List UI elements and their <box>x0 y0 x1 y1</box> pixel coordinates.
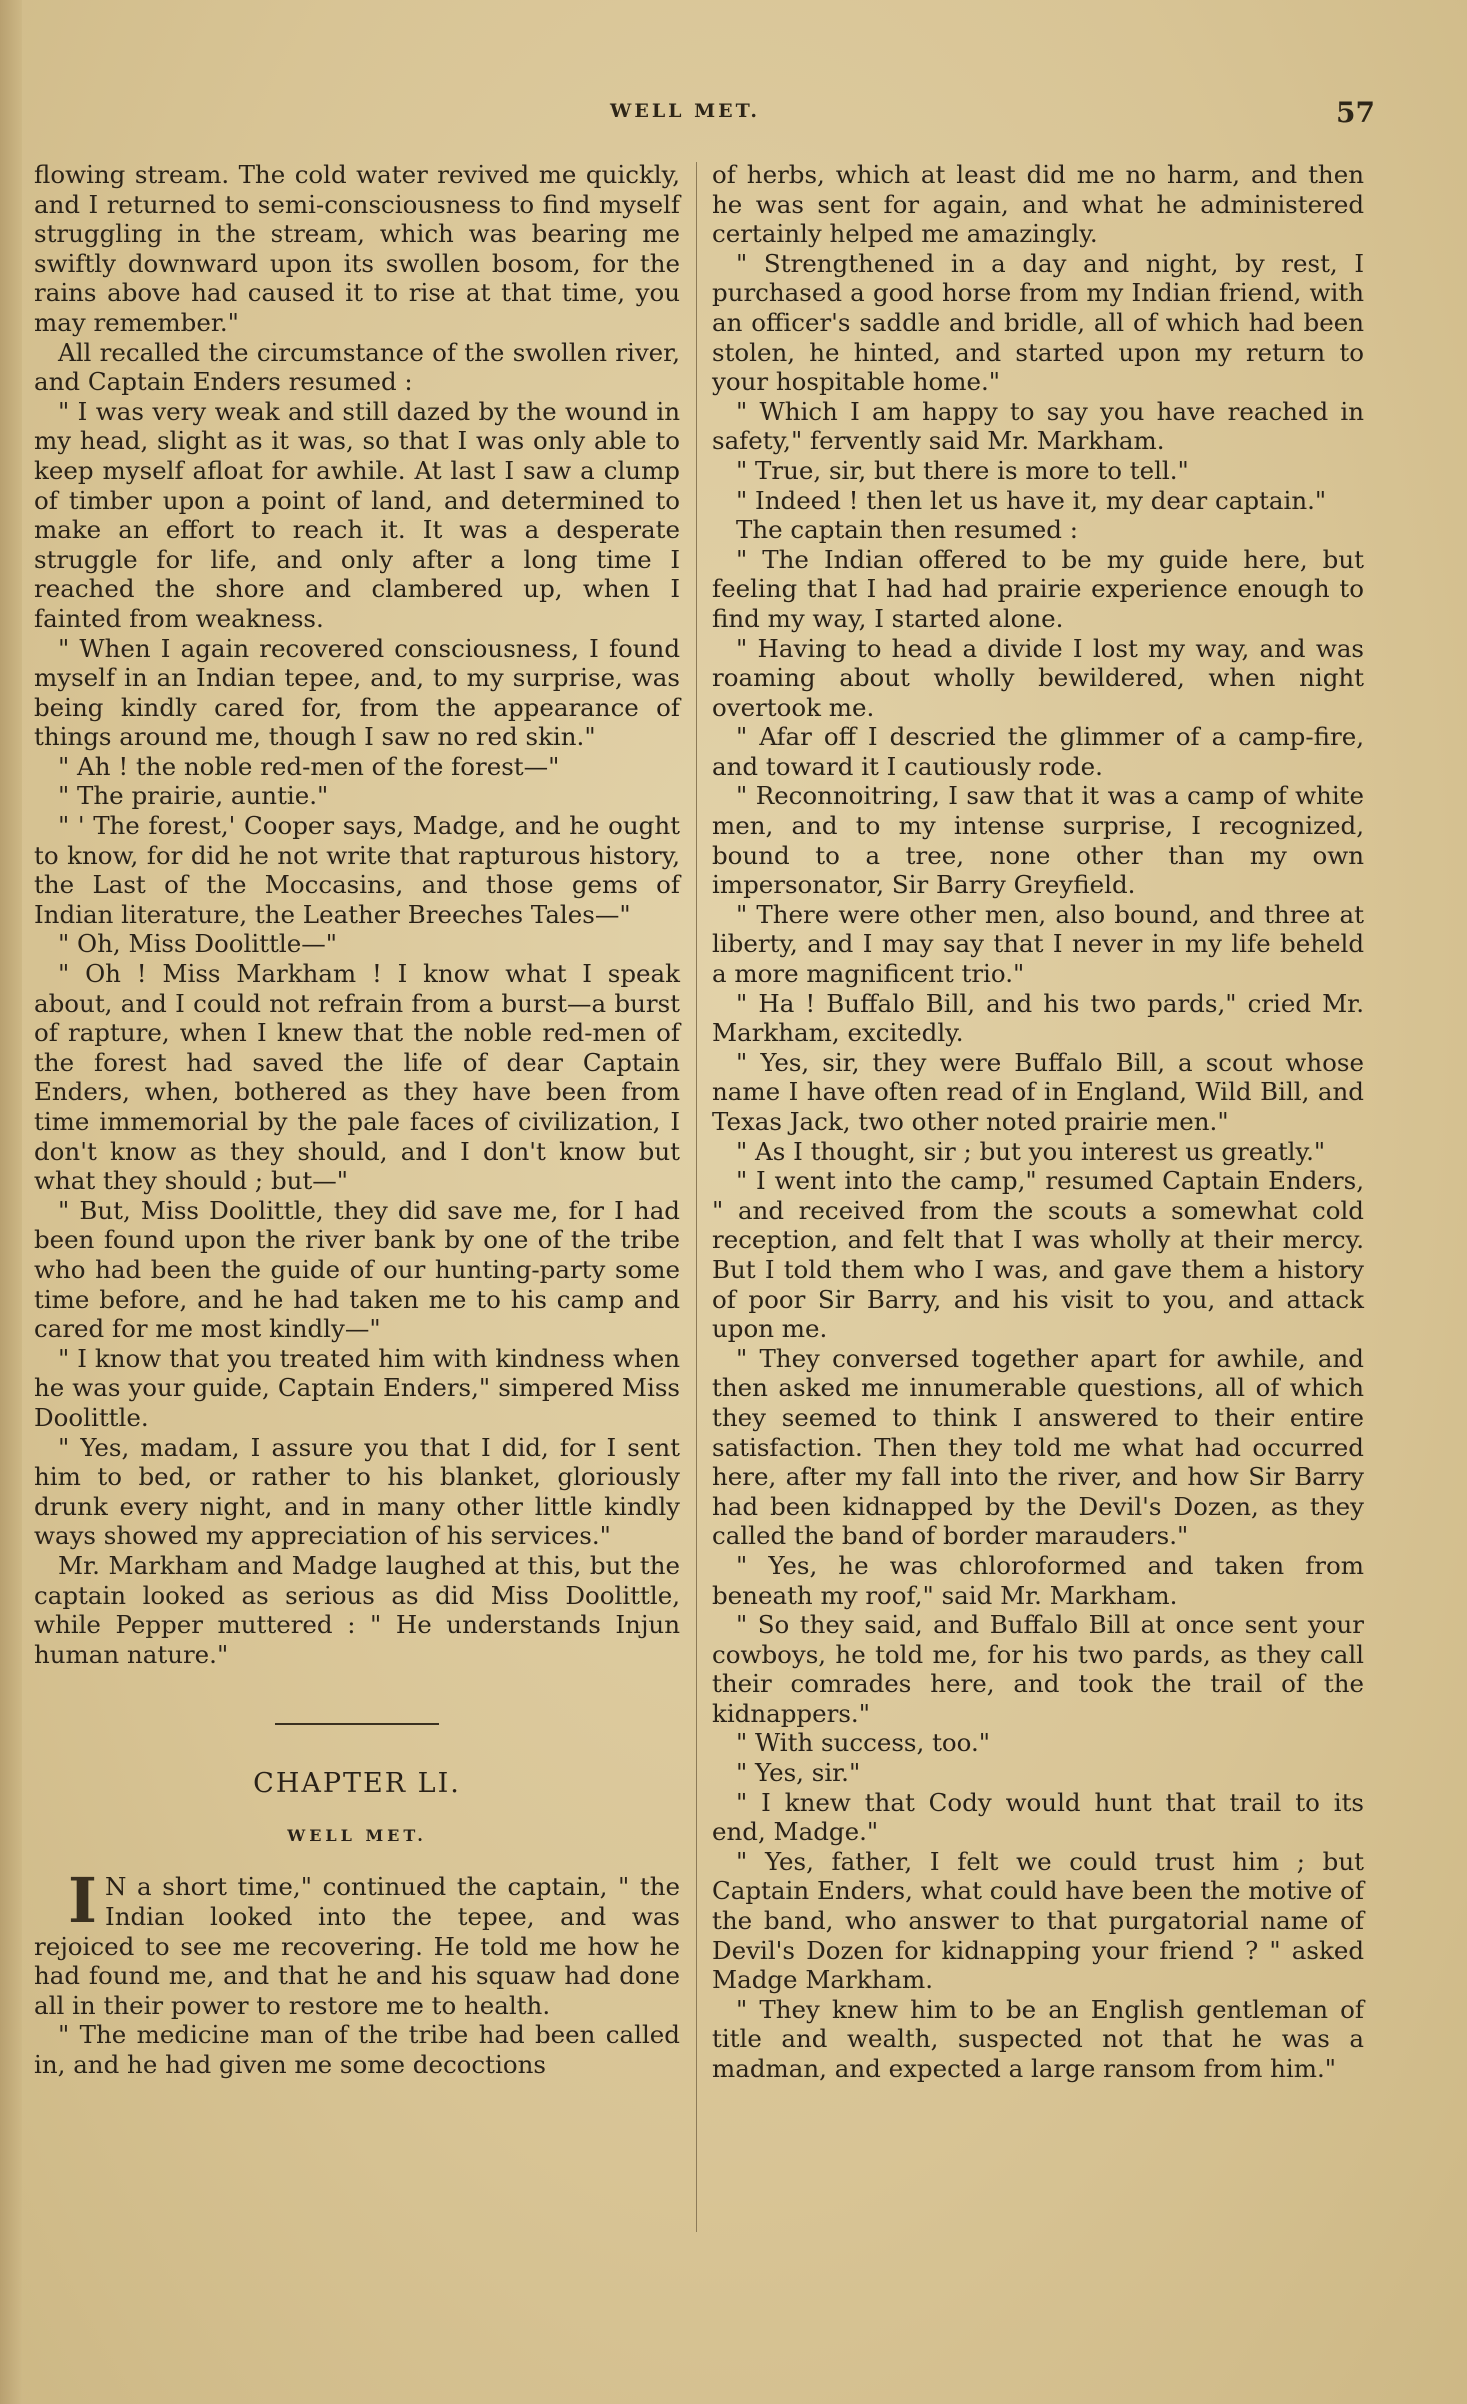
paragraph: " When I again recovered consciousness, I found myself in an Indian tepee, and, to my surprise, was being kindly cared for, from the appearance of things around me, though I saw no red skin." <box>34 633 680 752</box>
page-gutter-shadow <box>0 0 22 2404</box>
paragraph: " Yes, sir." <box>736 1758 861 1788</box>
paragraph: " The prairie, auntie." <box>58 781 329 811</box>
chapter-opening-paragraph <box>34 1864 680 2020</box>
paragraph: " Yes, sir, they were Buffalo Bill, a scout whose name I have often read of in England, Wild Bill, and Texas Jack, two other noted prairie men." <box>712 1047 1364 1136</box>
chapter-subtitle: WELL MET. <box>287 1825 427 1845</box>
paragraph: " But, Miss Doolittle, they did save me, for I had been found upon the river bank by one of the tribe who had been the guide of our hunting-party some time before, and he had taken me to his camp and cared for me most kindly—" <box>34 1195 680 1344</box>
paragraph: " Yes, he was chloroformed and taken from beneath my roof," said Mr. Markham. <box>712 1550 1364 1610</box>
paragraph: " Afar off I descried the glimmer of a camp-fire, and toward it I cautiously rode. <box>712 722 1364 781</box>
paragraph: " I went into the camp," resumed Captain Enders, " and received from the scouts a somewhat cold reception, and felt that I was wholly at their mercy. But I told them who I was, and gave them a history of poor Sir Barry, and his visit to you, and attack upon me. <box>712 1166 1364 1344</box>
page-number: 57 <box>1336 96 1375 129</box>
paragraph: Mr. Markham and Madge laughed at this, but the captain looked as serious as did Miss Doolittle, while Pepper muttered : " He understands Injun human nature." <box>34 1550 680 1669</box>
paragraph: " Strengthened in a day and night, by rest, I purchased a good horse from my Indian friend, with an officer's saddle and bridle, all of which had been stolen, he hinted, and started upon my return to your hospitable home." <box>712 248 1364 397</box>
paragraph: " Which I am happy to say you have reached in safety," fervently said Mr. Markham. <box>712 396 1364 456</box>
paragraph: " The medicine man of the tribe had been called in, and he had given me some decoctions <box>34 2020 680 2080</box>
paragraph: " There were other men, also bound, and three at liberty, and I may say that I never in my life beheld a more magnificent trio." <box>712 899 1364 989</box>
paragraph: " I knew that Cody would hunt that trail to its end, Madge." <box>712 1787 1364 1847</box>
paragraph: " Oh, Miss Doolittle—" <box>58 929 337 959</box>
paragraph: of herbs, which at least did me no harm, and then he was sent for again, and what he administered certainly helped me amazingly. <box>712 160 1364 249</box>
right-column <box>712 160 1364 2084</box>
column-divider <box>696 162 697 2232</box>
running-head: WELL MET. <box>610 100 760 122</box>
paragraph: " Yes, madam, I assure you that I did, for I sent him to bed, or rather to his blanket, gloriously drunk every night, and in many other little kindly ways showed my appreciation of his services." <box>34 1432 680 1551</box>
left-column <box>34 160 680 2080</box>
paragraph: " Having to head a divide I lost my way, and was roaming about wholly bewildered, when night overtook me. <box>712 633 1364 722</box>
paragraph: " True, sir, but there is more to tell." <box>736 455 1189 485</box>
section-divider <box>275 1723 439 1725</box>
paragraph: " Indeed ! then let us have it, my dear captain." <box>736 485 1327 515</box>
paragraph: The captain then resumed : <box>736 515 1078 545</box>
paragraph: " Ah ! the noble red-men of the forest—" <box>58 751 560 781</box>
drop-cap-letter: I <box>68 1864 98 1938</box>
paragraph: " With success, too." <box>736 1728 991 1758</box>
paragraph: " Oh ! Miss Markham ! I know what I speak about, and I could not refrain from a burst—a burst of rapture, when I knew that the noble red-men of the forest had saved the life of dear Captain Enders, when, bothered as they have been from time immemorial by the pale faces of civilization, I don't know as they should, and I don't know but what they should ; but—" <box>34 959 680 1196</box>
paragraph: " They conversed together apart for awhile, and then asked me innumerable questions, all of which they seemed to think I answered to their entire satisfaction. Then they told me what had occurred here, after my fall into the river, and how Sir Barry had been kidnapped by the Devil's Dozen, as they called the band of border marauders." <box>712 1343 1364 1551</box>
paragraph: " The Indian offered to be my guide here, but feeling that I had had prairie experience enough to find my way, I started alone. <box>712 544 1364 633</box>
paragraph: All recalled the circumstance of the swollen river, and Captain Enders resumed : <box>34 337 680 397</box>
paragraph: " I know that you treated him with kindness when he was your guide, Captain Enders," simpered Miss Doolittle. <box>34 1343 680 1432</box>
paragraph: " Ha ! Buffalo Bill, and his two pards," cried Mr. Markham, excitedly. <box>712 988 1364 1048</box>
paragraph: " Reconnoitring, I saw that it was a camp of white men, and to my intense surprise, I recognized, bound to a tree, none other than my own impersonator, Sir Barry Greyfield. <box>712 781 1364 900</box>
chapter-title: CHAPTER LI. <box>253 1768 461 1800</box>
chapter-opening-text: N a short time," continued the captain, " the Indian looked into the tepee, and was rejoiced to see me recovering. He told me how he had found me, and that he and his squaw had done all in their power to restore me to health. <box>34 1872 680 2020</box>
paragraph: flowing stream. The cold water revived me quickly, and I returned to semi-consciousness to find myself struggling in the stream, which was bearing me swiftly downward upon its swollen bosom, for the rains above had caused it to rise at that time, you may remember." <box>34 160 680 337</box>
paragraph: " Yes, father, I felt we could trust him ; but Captain Enders, what could have been the motive of the band, who answer to that purgatorial name of Devil's Dozen for kidnapping your friend ? " asked Madge Markham. <box>712 1846 1364 1995</box>
paragraph: " So they said, and Buffalo Bill at once sent your cowboys, he told me, for his two pards, as they call their comrades here, and took the trail of the kidnappers." <box>712 1610 1364 1728</box>
paragraph: " As I thought, sir ; but you interest us greatly." <box>736 1136 1326 1166</box>
paragraph: " I was very weak and still dazed by the wound in my head, slight as it was, so that I was only able to keep myself afloat for awhile. At last I saw a clump of timber upon a point of land, and determined to make an effort to reach it. It was a desperate struggle for life, and only after a long time I reached the shore and clambered up, when I fainted from weakness. <box>34 396 680 633</box>
paragraph: " They knew him to be an English gentleman of title and wealth, suspected not that he was a madman, and expected a large ransom from him." <box>712 1994 1364 2083</box>
paragraph: " ' The forest,' Cooper says, Madge, and he ought to know, for did he not write that rapturous history, the Last of the Moccasins, and those gems of Indian literature, the Leather Breeches Tales—" <box>34 811 680 929</box>
